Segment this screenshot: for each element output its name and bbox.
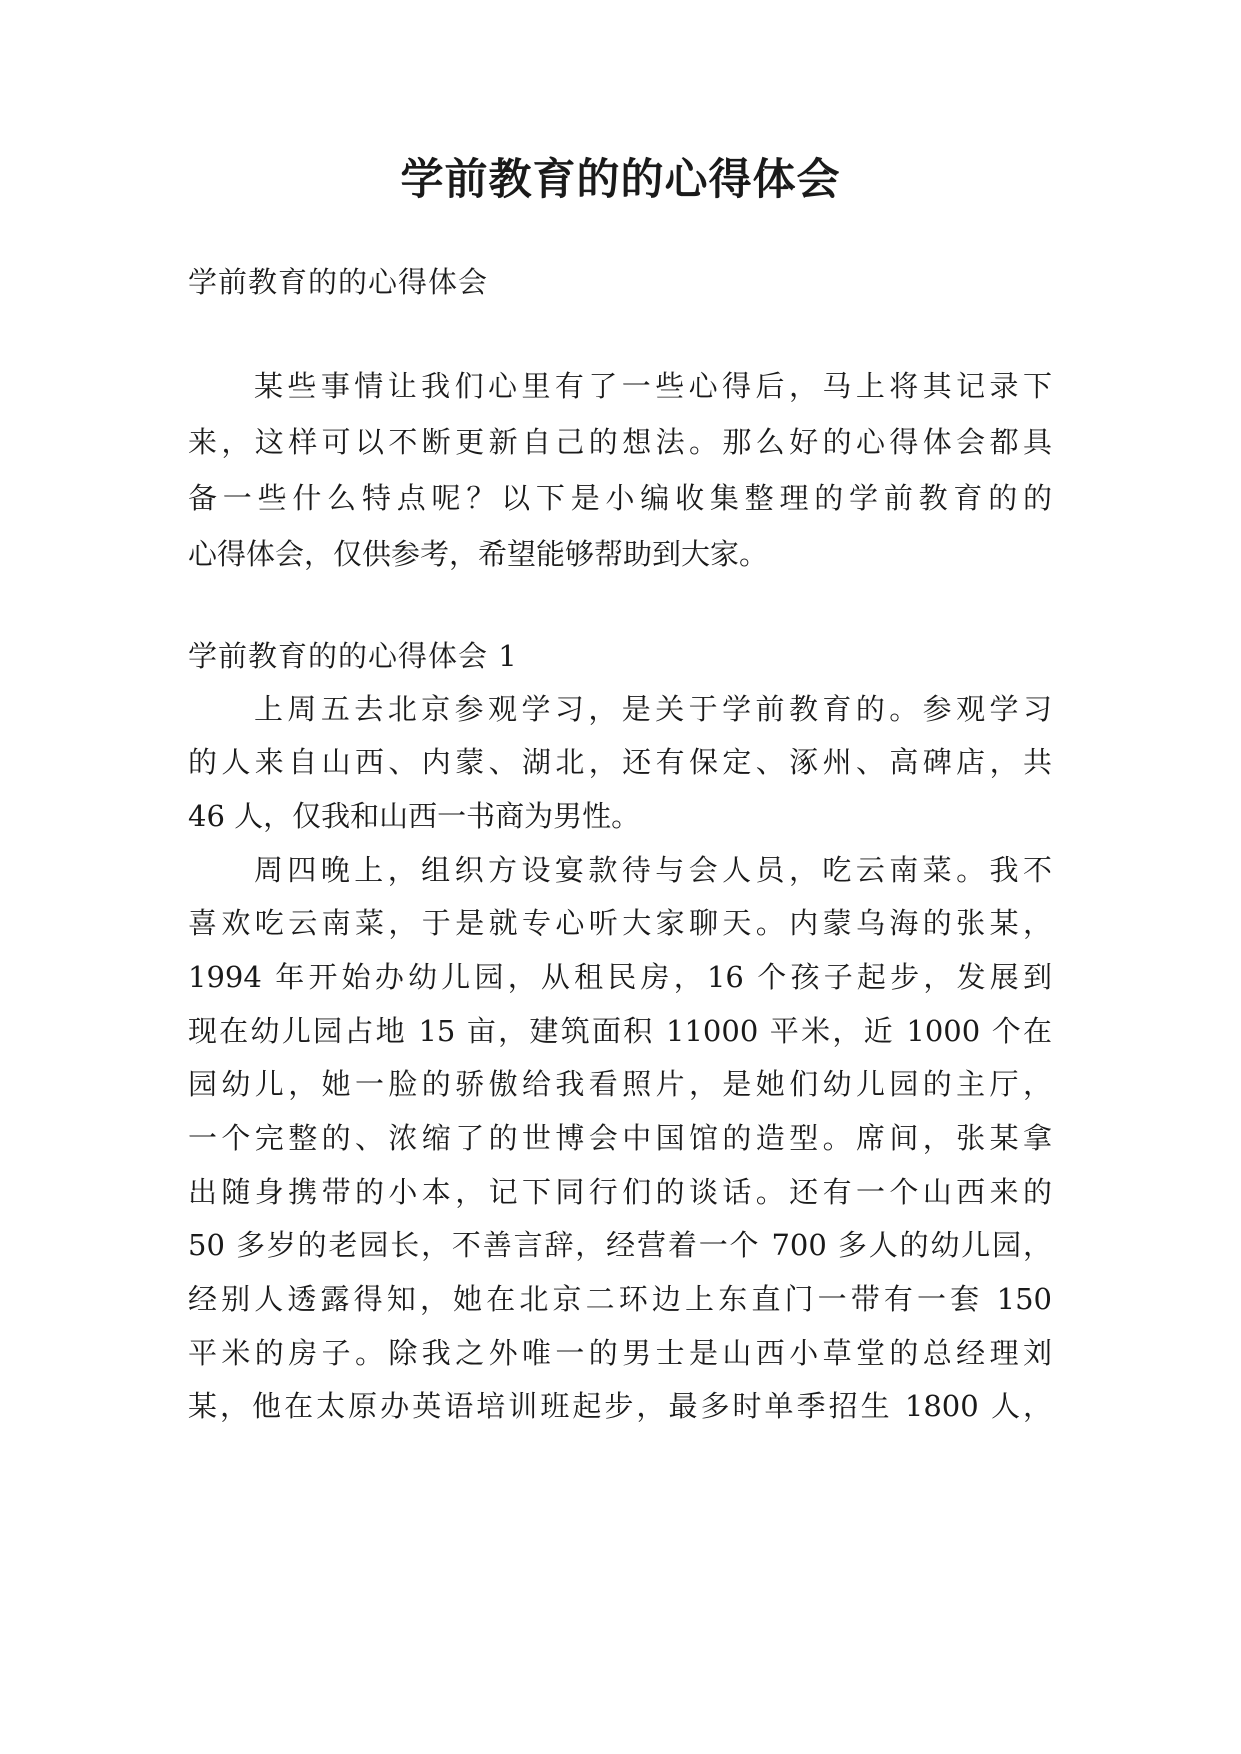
paragraph-line: 园幼儿，她一脸的骄傲给我看照片，是她们幼儿园的主厅，	[188, 1067, 1052, 1101]
paragraph-line: 周四晚上，组织方设宴款待与会人员，吃云南菜。我不	[254, 853, 1052, 887]
document-title: 学前教育的的心得体会	[400, 155, 841, 205]
paragraph-line: 现在幼儿园占地 15 亩，建筑面积 11000 平米，近 1000 个在	[188, 1014, 1052, 1048]
intro-line: 心得体会，仅供参考，希望能够帮助到大家。	[188, 537, 769, 571]
paragraph-line: 平米的房子。除我之外唯一的男士是山西小草堂的总经理刘	[188, 1336, 1052, 1370]
paragraph-line: 一个完整的、浓缩了的世博会中国馆的造型。席间，张某拿	[188, 1121, 1052, 1155]
paragraph-line: 50 多岁的老园长，不善言辞，经营着一个 700 多人的幼儿园，	[188, 1228, 1052, 1262]
paragraph-line: 出随身携带的小本，记下同行们的谈话。还有一个山西来的	[188, 1175, 1052, 1209]
paragraph-line: 的人来自山西、内蒙、湖北，还有保定、涿州、高碑店，共	[188, 745, 1052, 779]
paragraph-line: 某，他在太原办英语培训班起步，最多时单季招生 1800 人，	[188, 1389, 1052, 1423]
intro-line: 备一些什么特点呢？以下是小编收集整理的学前教育的的	[188, 481, 1052, 515]
intro-line: 某些事情让我们心里有了一些心得后，马上将其记录下	[254, 369, 1052, 403]
intro-line: 来，这样可以不断更新自己的想法。那么好的心得体会都具	[188, 425, 1052, 459]
paragraph-line: 1994 年开始办幼儿园，从租民房，16 个孩子起步，发展到	[188, 960, 1052, 994]
paragraph-line: 46 人，仅我和山西一书商为男性。	[188, 799, 641, 833]
document-subtitle: 学前教育的的心得体会	[188, 265, 489, 299]
paragraph-line: 经别人透露得知，她在北京二环边上东直门一带有一套 150	[188, 1282, 1052, 1316]
section-heading: 学前教育的的心得体会 1	[188, 639, 518, 673]
paragraph-line: 喜欢吃云南菜，于是就专心听大家聊天。内蒙乌海的张某，	[188, 906, 1052, 940]
paragraph-line: 上周五去北京参观学习，是关于学前教育的。参观学习	[254, 692, 1052, 726]
